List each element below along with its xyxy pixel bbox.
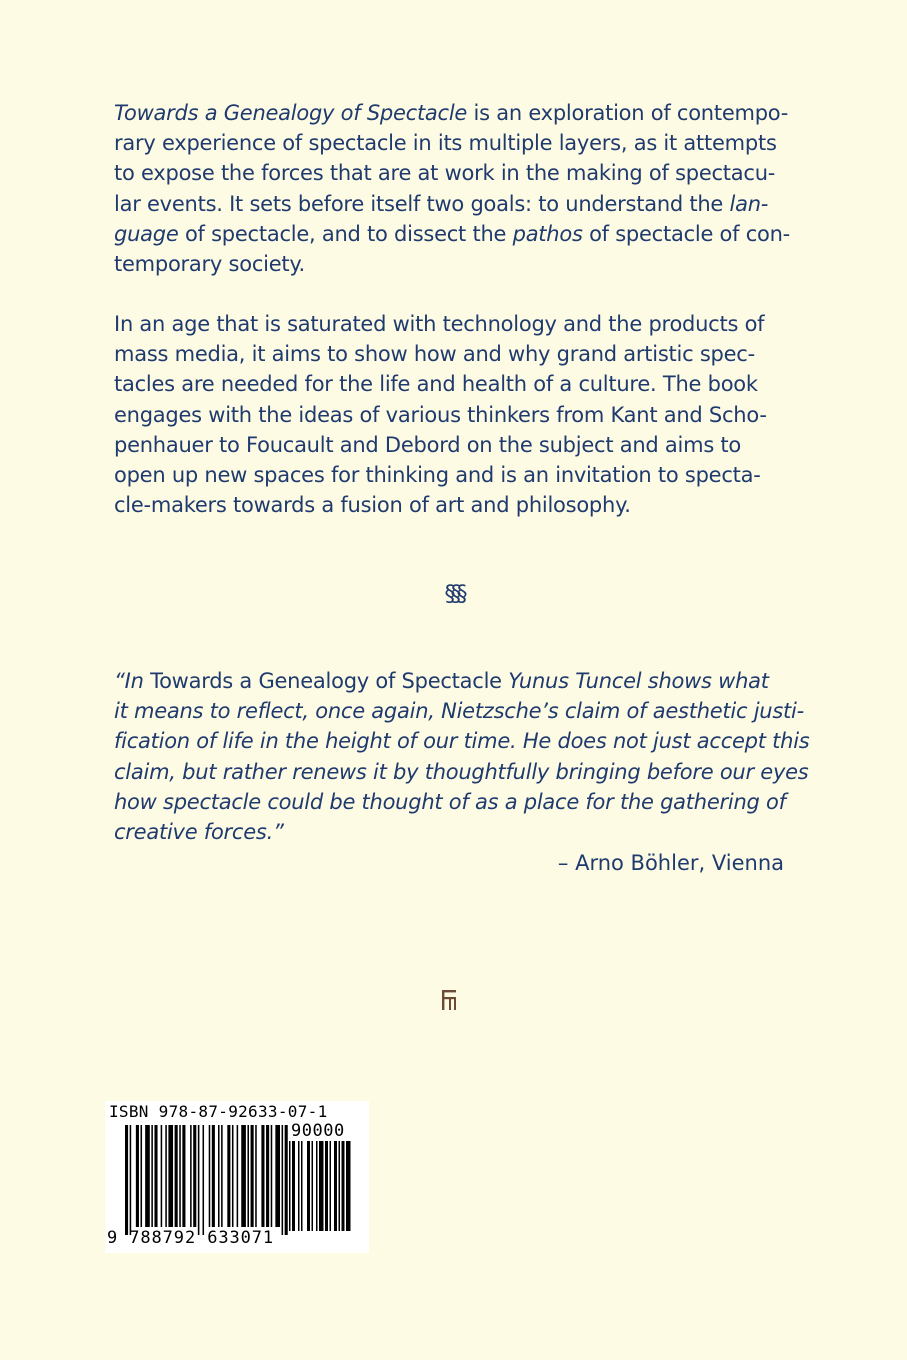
description-paragraph-2 [114,309,786,520]
blurb-line: open up new spaces for thinking and is an invitation to specta- [114,463,761,488]
blurb-line: to expose the forces that are at work in the making of spectacu- [114,161,776,186]
barcode-bar [168,1125,173,1227]
isbn-label: ISBN 978-87-92633-07-1 [109,1102,328,1121]
blurb-line: rary experience of spectacle in its multiple layers, as it attempts [114,131,777,156]
publisher-logo-icon [441,989,457,1011]
quote-line: “In Towards a Genealogy of Spectacle Yunus Tuncel shows what [114,669,769,693]
barcode-bar [198,1125,200,1235]
barcode-bar [275,1125,280,1227]
quote-line: creative forces.” [114,820,284,845]
barcode-bar [136,1125,139,1227]
barcode-bar [334,1141,337,1231]
barcode-bar [342,1141,345,1231]
barcode-bar [232,1125,234,1227]
barcode-bar [179,1125,181,1227]
barcode-bar [161,1125,163,1227]
barcode-bar [325,1141,328,1231]
blurb-line: mass media, it aims to show how and why grand artistic spec- [114,342,755,367]
barcode-bar [145,1125,150,1227]
section-ornament: §§§ [444,582,463,607]
blurb-line: tacles are needed for the life and health of a culture. The book [114,372,758,397]
barcode-bar [266,1125,269,1227]
barcode-bar [203,1125,205,1235]
barcode-bar [227,1125,230,1227]
barcode-bar [261,1125,264,1227]
barcode-bar [346,1141,351,1231]
barcode-bar [175,1125,178,1227]
barcode-bar [282,1125,284,1235]
barcode-bar [237,1125,239,1227]
barcode-bar [251,1125,254,1227]
isbn-barcode [105,1101,369,1253]
barcode-bar [165,1125,167,1227]
barcode-bar [330,1141,332,1231]
blurb-line: temporary society. [114,252,305,277]
blurb-line: Towards a Genealogy of Spectacle is an exploration of contempo- [114,101,789,125]
quote-line: it means to reflect, once again, Nietzsche’s claim of aesthetic justi- [114,699,804,724]
barcode-bar [255,1125,257,1227]
blurb-line: engages with the ideas of various thinkers from Kant and Scho- [114,402,767,427]
barcode-bar [339,1141,341,1231]
blurb-line: guage of spectacle, and to dissect the pathos of spectacle of con- [114,221,790,246]
barcode-bar [125,1125,128,1235]
barcode-bar [285,1125,288,1235]
ean-digits: 9 788792 633071 [107,1228,275,1248]
barcode-bar [247,1125,249,1227]
barcode-bar [221,1125,223,1227]
price-code: 90000 [291,1121,345,1141]
barcode-bar [312,1141,314,1231]
book-title: Towards a Genealogy of Spectacle [114,101,468,125]
barcode-bar [212,1125,215,1227]
barcode-bar [298,1141,300,1231]
barcode-bar [292,1141,295,1231]
barcode-bar [316,1141,318,1231]
barcode-bar [289,1141,291,1231]
barcode-bar [190,1125,192,1227]
barcode-bar [319,1141,324,1231]
quote-line: how spectacle could be thought of as a place for the gathering of [114,789,786,814]
barcode-bar [218,1125,220,1227]
barcode-bar [209,1125,211,1227]
barcode-bar [151,1125,153,1227]
barcode-bar [271,1125,273,1227]
barcode-bar [182,1125,185,1227]
quote-attribution: – Arno Böhler, Vienna [557,851,784,875]
barcode-bar [141,1125,143,1227]
description-paragraph-1 [114,98,790,279]
quote-line: fication of life in the height of our time. He does not just accept this [114,729,810,754]
barcode-bar [154,1125,157,1227]
barcode-bar [241,1125,246,1227]
barcode-bar [193,1125,196,1227]
quote-book-title: Towards a Genealogy of Spectacle [150,669,502,693]
blurb-line: cle-makers towards a fusion of art and philosophy. [114,493,631,518]
blurb-line: In an age that is saturated with technology and the products of [114,312,765,336]
endorsement-quote [114,666,810,847]
blurb-line: lar events. It sets before itself two goals: to understand the lan- [114,191,769,216]
barcode-bar [301,1141,303,1231]
barcode-bar [307,1141,310,1231]
blurb-line: penhauer to Foucault and Debord on the subject and aims to [114,432,742,457]
barcode-bar [130,1125,132,1235]
quote-line: claim, but rather renews it by thoughtfully bringing before our eyes [114,759,809,784]
